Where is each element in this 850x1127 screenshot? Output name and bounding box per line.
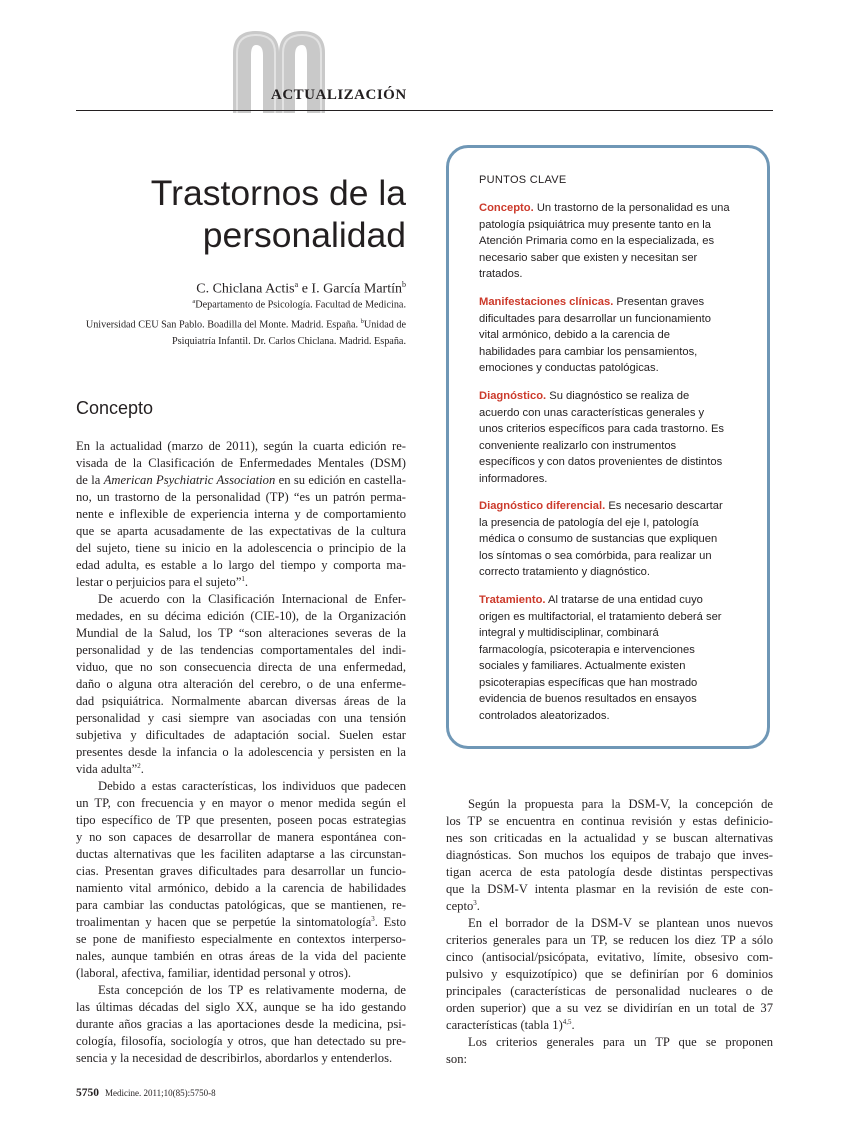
body-text-line: nales, aunque también en otras áreas de la vida del paciente	[76, 949, 406, 963]
body-text-line: medades, en su décima edición (CIE-10), de la Organización	[76, 609, 406, 623]
key-point-line: la presencia de patología del eje I, patología	[479, 516, 699, 529]
affiliation-sup: b	[360, 317, 364, 325]
body-text-line: vida adulta”$^2$.	[76, 761, 144, 776]
author-1: C. Chiclana Actis	[196, 281, 295, 297]
key-point-line: integral y multidisciplinar, combinará	[479, 627, 659, 639]
body-text-line: En la actualidad (marzo de 2011), según la cuarta edición re-	[76, 439, 406, 453]
key-point-line: controlados aleatorizados.	[479, 709, 610, 722]
body-text-line: De acuerdo con la Clasificación Internacional de Enfer-	[98, 592, 406, 606]
key-point-item	[479, 498, 764, 581]
section-heading-concepto: Concepto	[76, 398, 154, 418]
key-point-term: Diagnóstico diferencial.	[479, 500, 606, 512]
body-text-line: son:	[446, 1052, 467, 1066]
body-text-line: un TP, con frecuencia y en mayor o menor medida según el	[76, 796, 406, 810]
body-text-line: que se aparta acusadamente de las expectativas de la cultura	[76, 524, 406, 538]
key-point-line: correcto tratamiento y diagnóstico.	[479, 566, 651, 578]
body-text-line: no, un trastorno de la personalidad (TP) “es un patrón perma-	[76, 490, 406, 504]
body-text-line: cología, filosofía, sociología y otros, que han detectado su pre-	[76, 1034, 406, 1048]
body-text-line: cepto$^3$.	[446, 898, 480, 913]
key-point-line: Su diagnóstico se realiza de	[549, 390, 690, 402]
body-text-line: viduo, que no son consecuencia directa de una enfermedad,	[76, 660, 406, 674]
body-text-line: Los criterios generales para un TP que se proponen	[468, 1035, 773, 1049]
body-text-line: personalidad y de las tendencias comportamentales del indi-	[76, 643, 406, 657]
body-text-line: para cambiar las conductas patológicas, que se mantienen, re-	[76, 898, 406, 912]
key-point-line: sociales y familiares. Actualmente existen	[479, 660, 686, 672]
key-point-line: Es necesario descartar	[608, 500, 723, 512]
body-text-line: los TP se encuentra en continua revisión y estas definicio-	[446, 814, 773, 828]
key-point-term: Manifestaciones clínicas.	[479, 296, 614, 308]
body-text-line: cinco (antisocial/psicópata, evitativo, límite, obsesivo com-	[446, 950, 773, 964]
body-text-line: cias. Presentan graves dificultades para desarrollar un funcio-	[76, 864, 406, 878]
author-1-sup: a	[294, 280, 299, 289]
author-2: I. García Martín	[311, 281, 402, 297]
key-point-item	[479, 592, 764, 724]
body-text-line: ductas alternativas que les faciliten adaptarse a las circunstan-	[76, 847, 406, 861]
key-point-line: médica o consumo de sustancias que expliquen	[479, 533, 718, 545]
key-point-line: informadores.	[479, 472, 548, 485]
title-line-2: personalidad	[202, 215, 406, 255]
body-text-line: diagnósticas. Son muchos los equipos de trabajo que inves-	[446, 848, 773, 862]
body-text-line: lestar o perjuicios para el sujeto”$^1$.	[76, 574, 249, 589]
key-point-term: Diagnóstico.	[479, 390, 547, 402]
key-point-line: Un trastorno de la personalidad es una	[536, 202, 730, 214]
body-text-line: (laboral, afectiva, familiar, identidad personal y otros).	[76, 966, 352, 980]
section-label: ACTUALIZACIÓN	[271, 87, 407, 103]
author-separator: e	[298, 281, 312, 297]
key-point-line: los síntomas o sea comórbida, para realizar un	[479, 549, 712, 562]
affiliation-line	[76, 334, 406, 351]
title-line-1: Trastornos de la	[150, 173, 406, 213]
body-text-line: las últimas décadas del siglo XX, aunque se ha ido gestando	[76, 1000, 406, 1014]
article-title	[76, 172, 406, 256]
body-text-line: durante años gracias a las aportaciones desde la medicina, psi-	[76, 1017, 406, 1031]
page-number: 5750	[76, 1087, 99, 1099]
affiliation-text: Departamento de Psicología. Facultad de Medicina.	[195, 299, 406, 311]
body-column-right	[446, 796, 773, 1068]
author-2-sup: b	[402, 280, 406, 289]
key-point-line: origen es multifactorial, el tratamiento deberá ser	[479, 610, 722, 623]
key-point-line: Presentan graves	[616, 296, 705, 308]
body-text-line: edad adulta, es estable a lo largo del tiempo y comporta ma-	[76, 558, 406, 572]
key-point-term: Concepto.	[479, 202, 534, 214]
body-text-line: namiento vital armónico, debido a la carencia de habilidades	[76, 881, 406, 895]
body-text-line: Según la propuesta para la DSM-V, la concepción de	[468, 797, 773, 811]
page-footer	[76, 1087, 216, 1099]
body-text-line: características (tabla 1)$^{4,5}$.	[446, 1017, 575, 1032]
body-text-line: presentes desde la infancia o la adolescencia y persisten en la	[76, 745, 406, 759]
key-point-line: dificultades para desarrollar un funcionamiento	[479, 312, 711, 325]
affiliation-text: Unidad de	[363, 319, 406, 331]
key-point-line: psicoterapias específicas que han mostrado	[479, 676, 698, 689]
body-text-line: nente e inflexible de experiencia interna y de comportamiento	[76, 507, 406, 521]
key-point-line: conveniente realizarlo con instrumentos	[479, 439, 677, 452]
body-text-line: troalimentan y hacen que se perpetúe la sintomatología$^3$. Esto	[76, 914, 406, 929]
body-column-left	[76, 438, 406, 1067]
body-text-line: de la American Psychiatric Association en su edición en castella-	[76, 473, 406, 487]
key-point-line: vital armónico, debido a la carencia de	[479, 329, 670, 341]
body-text-line: nes son criticadas en la actualidad y se buscan alternativas	[446, 831, 773, 845]
body-text-line: y no son capaces de desarrollar de manera espontánea con-	[76, 830, 406, 844]
journal-citation: Medicine. 2011;10(85):5750-8	[105, 1088, 216, 1098]
body-text-line: criterios generales para un TP, se reducen los diez TP a sólo	[446, 933, 773, 947]
body-text-line: orden superior) que a su vez se dividirían en un total de 37	[446, 1001, 773, 1015]
affiliation-text: Psiquiatría Infantil. Dr. Carlos Chiclana. Madrid. España.	[172, 335, 406, 347]
key-point-item	[479, 388, 764, 487]
body-text-line: visada de la Clasificación de Enfermedades Mentales (DSM)	[76, 456, 406, 470]
key-point-line: tratados.	[479, 268, 523, 280]
body-text-line: pulsivo y esquizotípico) que se definirían por 6 dominios	[446, 967, 773, 981]
key-point-term: Tratamiento.	[479, 594, 546, 606]
body-text-line: subjetiva y dificultades de adaptación social. Suelen estar	[76, 728, 406, 742]
body-text-line: tipo específico de TP que presenten, poseen pocas estrategias	[76, 813, 406, 827]
affiliation-line	[76, 294, 406, 314]
key-point-line: habilidades para cambiar los pensamientos,	[479, 345, 698, 358]
affiliations	[76, 294, 406, 350]
key-point-line: específicos y con datos provenientes de distintos	[479, 456, 723, 468]
body-text-line: sencia y la necesidad de describirlos, abordarlos y entenderlos.	[76, 1051, 393, 1065]
body-text-line: dad psiquiátrica. Normalmente abarcan diversas áreas de la	[76, 694, 406, 708]
body-text-line: daño o alguna otra alteración del cerebro, o de una enferme-	[76, 677, 406, 691]
key-point-line: necesario saber que existen y necesitan ser	[479, 251, 698, 264]
key-point-line: evidencia de buenos resultados en ensayos	[479, 693, 697, 705]
body-text-line: Debido a estas características, los individuos que padecen	[98, 779, 406, 793]
key-point-line: Al tratarse de una entidad cuyo	[548, 594, 703, 606]
affiliation-sup: a	[192, 298, 196, 305]
body-text-line: personalidad y casi siempre van asociadas con una tensión	[76, 711, 406, 725]
body-text-line: que la DSM-V intenta plasmar en la revisión de este con-	[446, 882, 773, 896]
affiliation-line	[76, 314, 406, 334]
key-point-line: farmacología, psicoterapia e intervenciones	[479, 643, 695, 656]
key-point-item	[479, 294, 764, 377]
body-text-line: Mundial de la Salud, los TP “son alteraciones severas de la	[76, 626, 406, 640]
key-point-line: emociones y conductas patológicas.	[479, 362, 659, 374]
body-text-line: principales (características de personalidad nucleares o de	[446, 984, 773, 998]
header-rule	[76, 110, 773, 111]
key-point-line: unos criterios específicos para cada trastorno. Es	[479, 423, 724, 435]
affiliation-text: Universidad CEU San Pablo. Boadilla del Monte. Madrid. España.	[85, 319, 361, 331]
key-point-line: patología psiquiátrica muy presente tanto en la	[479, 218, 711, 231]
body-text-line: se pone de manifiesto especialmente en contextos interperso-	[76, 932, 406, 946]
body-text-line: tigan acerca de esta patología desde distintas perspectivas	[446, 865, 773, 879]
body-text-line: En el borrador de la DSM-V se plantean unos nuevos	[468, 916, 773, 930]
key-point-line: Atención Primaria como en la especializada, es	[479, 235, 715, 247]
key-points-title: PUNTOS CLAVE	[479, 174, 567, 186]
body-text-line: del sujeto, tiene su inicio en la adolescencia o principio de la	[76, 541, 406, 555]
body-text-line: Esta concepción de los TP es relativamente moderna, de	[98, 983, 406, 997]
key-point-line: acuerdo con unas características generales y	[479, 406, 705, 419]
key-point-item	[479, 200, 764, 283]
